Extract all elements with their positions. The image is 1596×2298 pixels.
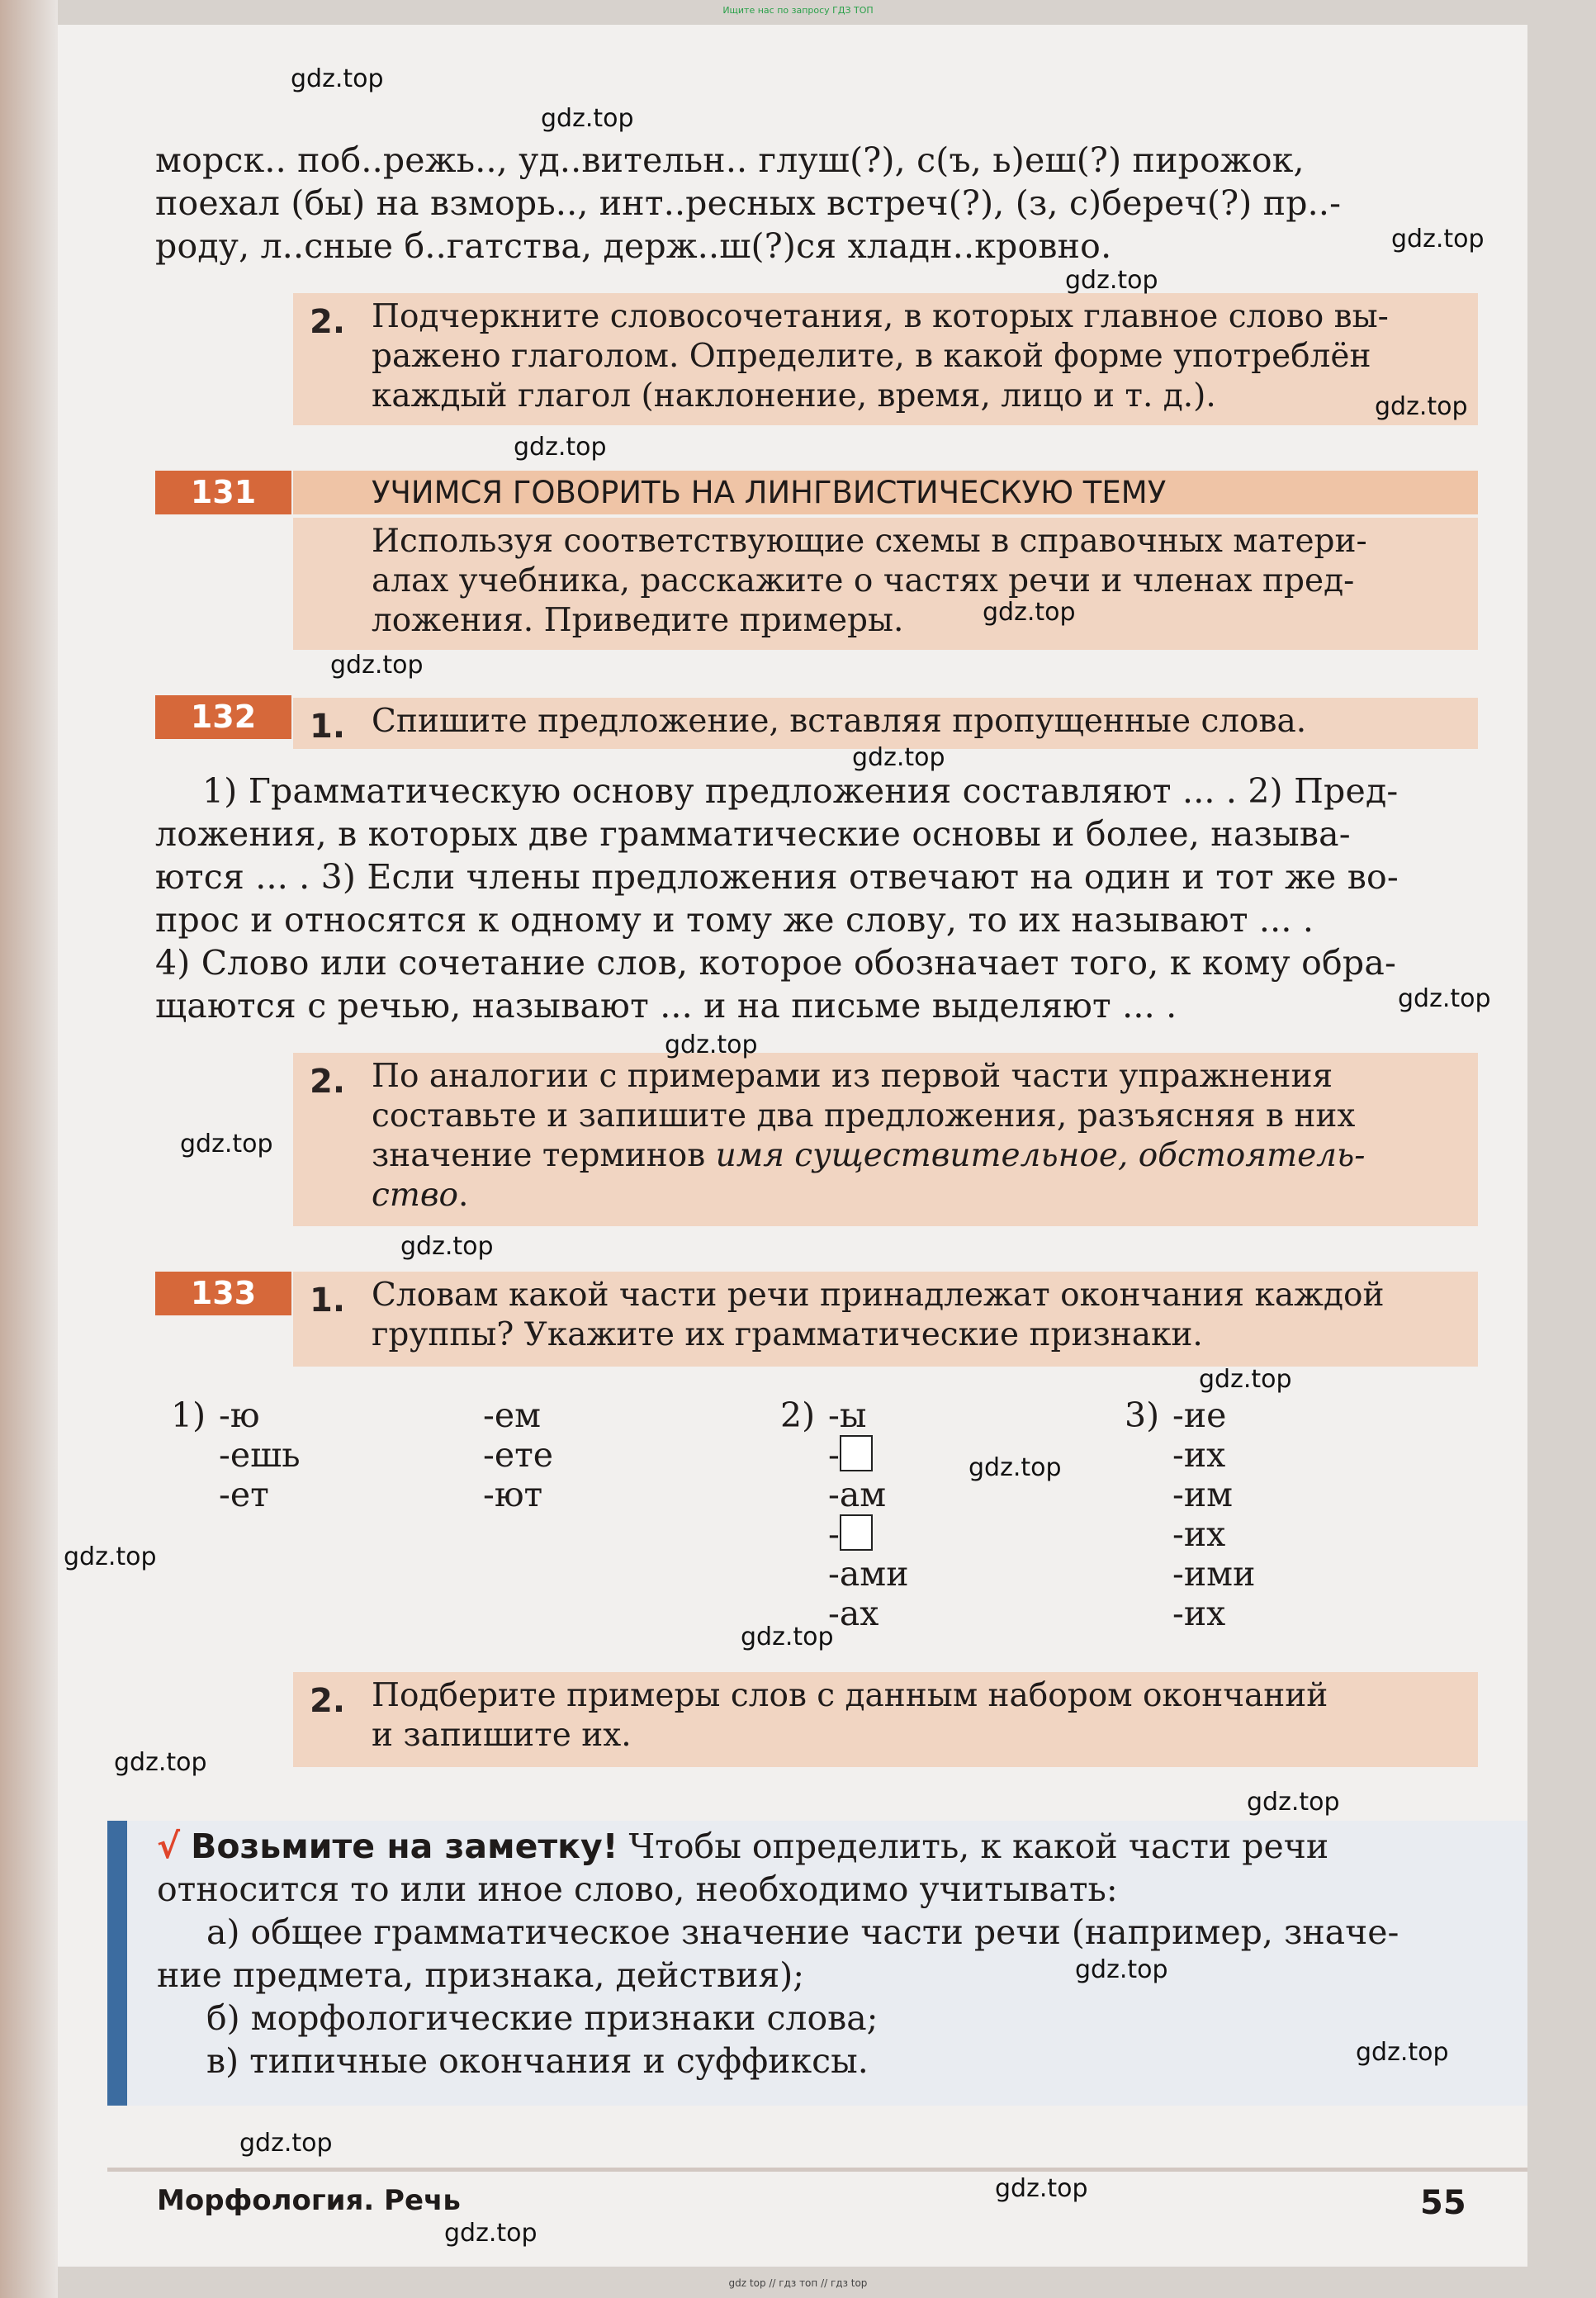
task-number: 1. bbox=[310, 1282, 346, 1320]
ending: -ами bbox=[828, 1554, 909, 1594]
ending: -их bbox=[1172, 1594, 1226, 1633]
watermark: gdz.top bbox=[1391, 225, 1485, 253]
ex133-task2-box bbox=[293, 1672, 1478, 1767]
task-number: 2. bbox=[310, 1063, 346, 1101]
bottom-note: gdz top // гдз топ // гдз top bbox=[728, 2277, 868, 2289]
task-line: группы? Укажите их грамматические признаки. bbox=[372, 1316, 1203, 1353]
watermark: gdz.top bbox=[995, 2174, 1088, 2203]
task-text bbox=[372, 297, 1461, 416]
ending: -их bbox=[1172, 1514, 1226, 1554]
task-text bbox=[372, 1057, 1461, 1215]
page-number: 55 bbox=[1420, 2184, 1466, 2222]
task-line: Подберите примеры слов с данным набором окончаний bbox=[372, 1677, 1328, 1714]
note-accent-bar bbox=[107, 1821, 127, 2106]
ex132-text-line-1: 1) Грамматическую основу предложения составляют ... . 2) Пред- bbox=[202, 771, 1399, 811]
watermark: gdz.top bbox=[968, 1453, 1062, 1482]
footer-section-title: Морфология. Речь bbox=[157, 2184, 461, 2217]
empty-box-icon bbox=[840, 1514, 873, 1551]
task-line: ложения. Приведите примеры. bbox=[372, 602, 904, 639]
ex132-text-line-2: ложения, в которых две грамматические основы и более, называ- bbox=[155, 814, 1351, 854]
ex132-text-line-5: 4) Слово или сочетание слов, которое обозначает того, к кому обра- bbox=[155, 943, 1397, 983]
ex132-number-badge: 132 bbox=[155, 695, 291, 739]
note-line: а) общее грамматическое значение части речи (например, значе- bbox=[206, 1912, 1399, 1952]
watermark: gdz.top bbox=[514, 433, 607, 462]
ending: -ими bbox=[1172, 1554, 1256, 1594]
task-line: каждый глагол (наклонение, время, лицо и т. д.). bbox=[372, 377, 1216, 415]
ex130-task2-box bbox=[293, 293, 1478, 425]
ex132-task2-box bbox=[293, 1053, 1478, 1226]
task-line bbox=[372, 1176, 1461, 1215]
task-text: Спишите предложение, вставляя пропущенные слова. bbox=[372, 703, 1307, 740]
watermark: gdz.top bbox=[239, 2129, 333, 2158]
intro-line-3: роду, л..сные б..гатства, держ..ш(?)ся хладн..кровно. bbox=[155, 226, 1112, 266]
ending: -ешь bbox=[219, 1435, 301, 1475]
task-text-part: значение терминов bbox=[372, 1137, 716, 1174]
note-line: б) морфологические признаки слова; bbox=[206, 1998, 879, 2038]
ending: - bbox=[828, 1435, 840, 1475]
ex133-task1-box bbox=[293, 1272, 1478, 1367]
ending-with-empty-box bbox=[828, 1514, 873, 1554]
watermark: gdz.top bbox=[114, 1748, 207, 1777]
watermark: gdz.top bbox=[64, 1542, 157, 1571]
group2-label: 2) bbox=[780, 1395, 816, 1435]
watermark: gdz.top bbox=[1398, 984, 1491, 1013]
watermark: gdz.top bbox=[291, 64, 384, 93]
empty-box-icon bbox=[840, 1435, 873, 1471]
watermark: gdz.top bbox=[665, 1031, 758, 1059]
note-text-part: Чтобы определить, к какой части речи bbox=[618, 1827, 1329, 1866]
task-line: Подчеркните словосочетания, в которых главное слово вы- bbox=[372, 298, 1389, 335]
term-italic: имя существительное, обстоятель- bbox=[715, 1137, 1366, 1174]
watermark: gdz.top bbox=[400, 1232, 494, 1261]
note-line: относится то или иное слово, необходимо учитывать: bbox=[157, 1869, 1118, 1909]
ending: -ам bbox=[828, 1475, 887, 1514]
ending: -ах bbox=[828, 1594, 879, 1633]
task-line bbox=[372, 1136, 1461, 1176]
watermark: gdz.top bbox=[1199, 1365, 1292, 1394]
ending: -ы bbox=[828, 1395, 867, 1435]
group3-label: 3) bbox=[1125, 1395, 1160, 1435]
task-number: 1. bbox=[310, 708, 346, 746]
ex132-text-line-4: прос и относятся к одному и тому же слову, то их называют ... . bbox=[155, 900, 1314, 940]
intro-line-2: поехал (бы) на взморь.., инт..ресных встреч(?), (з, с)береч(?) пр..- bbox=[155, 183, 1342, 223]
ending: -им bbox=[1172, 1475, 1234, 1514]
book-spine bbox=[0, 0, 58, 2298]
watermark: gdz.top bbox=[852, 743, 945, 772]
term-italic: ство bbox=[372, 1177, 459, 1214]
watermark: gdz.top bbox=[1375, 392, 1468, 421]
task-line: и запишите их. bbox=[372, 1717, 632, 1754]
ending: -ют bbox=[483, 1475, 543, 1514]
task-text bbox=[372, 1676, 1461, 1755]
ex131-body-box bbox=[293, 518, 1478, 650]
note-line bbox=[157, 1825, 1494, 1868]
footer-divider bbox=[107, 2168, 1527, 2172]
ending: -ете bbox=[483, 1435, 554, 1475]
watermark: gdz.top bbox=[1065, 266, 1158, 295]
ex131-number-badge: 131 bbox=[155, 471, 291, 514]
watermark: gdz.top bbox=[741, 1623, 834, 1651]
note-line: в) типичные окончания и суффиксы. bbox=[206, 2041, 869, 2081]
watermark: gdz.top bbox=[1247, 1788, 1340, 1817]
watermark: gdz.top bbox=[330, 651, 424, 680]
top-note: Ищите нас по запросу ГДЗ ТОП bbox=[722, 5, 874, 16]
task-line: составьте и запишите два предложения, разъясняя в них bbox=[372, 1097, 1356, 1135]
checkmark-icon: √ bbox=[157, 1826, 181, 1866]
note-line: ние предмета, признака, действия); bbox=[157, 1955, 805, 1995]
intro-line-1: морск.. поб..режь.., уд..вительн.. глуш(?), с(ъ, ь)еш(?) пирожок, bbox=[155, 140, 1305, 180]
note-heading: Возьмите на заметку! bbox=[191, 1827, 618, 1866]
note-text bbox=[157, 1825, 1494, 2082]
watermark: gdz.top bbox=[541, 104, 634, 133]
ex132-text-line-3: ются ... . 3) Если члены предложения отвечают на один и тот же во- bbox=[155, 857, 1399, 897]
task-number: 2. bbox=[310, 303, 346, 341]
ending: -ие bbox=[1172, 1395, 1227, 1435]
ending-with-empty-box bbox=[828, 1435, 873, 1475]
watermark: gdz.top bbox=[444, 2219, 538, 2248]
task-line: Используя соответствующие схемы в справочных матери- bbox=[372, 523, 1367, 560]
task-line: ражено глаголом. Определите, в какой форме употреблён bbox=[372, 338, 1371, 375]
task-line: Словам какой части речи принадлежат окончания каждой bbox=[372, 1277, 1385, 1314]
ending: - bbox=[828, 1514, 840, 1554]
watermark: gdz.top bbox=[180, 1130, 273, 1158]
ex133-number-badge: 133 bbox=[155, 1272, 291, 1315]
watermark: gdz.top bbox=[1075, 1955, 1168, 1984]
ending: -ет bbox=[219, 1475, 269, 1514]
ex132-task1-box bbox=[293, 698, 1478, 749]
task-line: алах учебника, расскажите о частях речи и членах пред- bbox=[372, 562, 1355, 599]
task-number: 2. bbox=[310, 1682, 346, 1720]
watermark: gdz.top bbox=[1356, 2038, 1449, 2067]
ex131-text bbox=[372, 522, 1461, 641]
watermark: gdz.top bbox=[983, 598, 1076, 627]
ex131-title: УЧИМСЯ ГОВОРИТЬ НА ЛИНГВИСТИЧЕСКУЮ ТЕМУ bbox=[372, 475, 1167, 510]
ex132-text-line-6: щаются с речью, называют ... и на письме выделяют ... . bbox=[155, 986, 1177, 1026]
task-text-part: . bbox=[458, 1177, 469, 1214]
task-line: По аналогии с примерами из первой части упражнения bbox=[372, 1058, 1333, 1095]
group1-label: 1) bbox=[171, 1395, 206, 1435]
task-text bbox=[372, 1276, 1461, 1355]
ending: -их bbox=[1172, 1435, 1226, 1475]
ending: -ю bbox=[219, 1395, 260, 1435]
ending: -ем bbox=[483, 1395, 542, 1435]
